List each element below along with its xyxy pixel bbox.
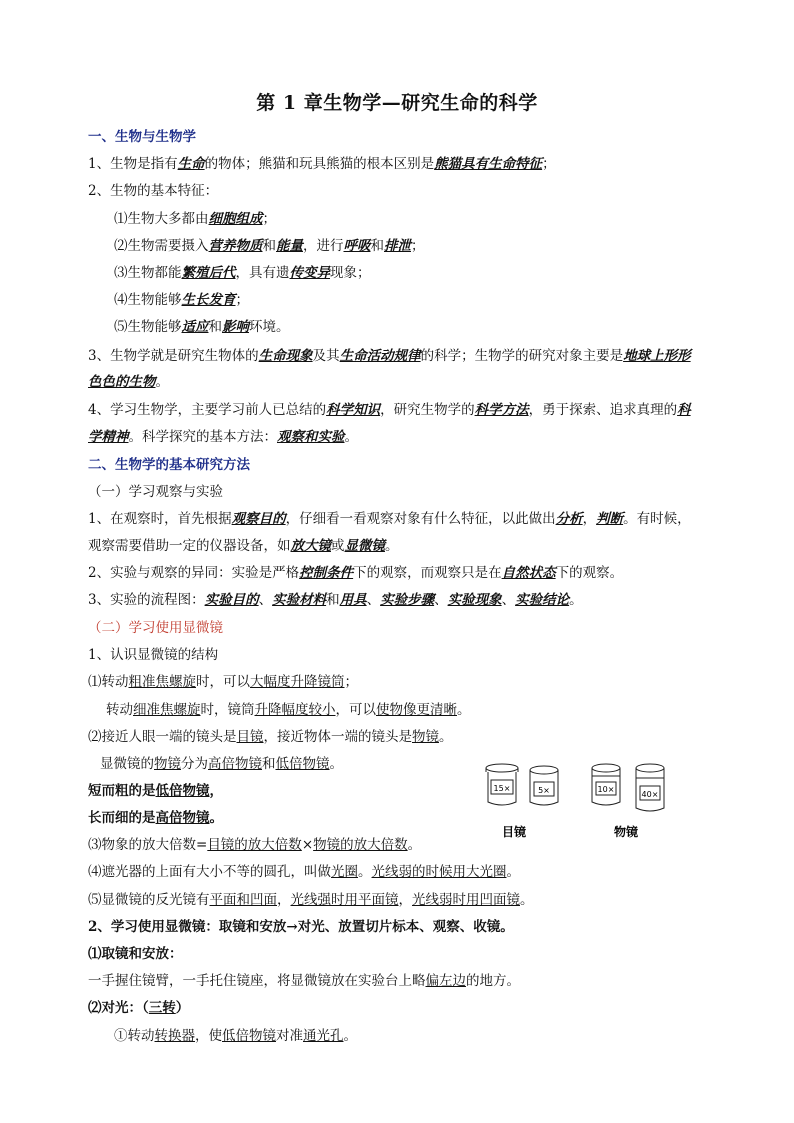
s2-line1-cont: 观察需要借助一定的仪器设备，如放大镜或显微镜。 bbox=[88, 538, 399, 554]
m-line12: ⑴取镜和安放： bbox=[88, 946, 183, 962]
feature-2: ⑵生物需要摄入营养物质和能量，进行呼吸和排泄； bbox=[114, 238, 425, 254]
m-line9: ⑷遮光器的上面有大小不等的圆孔，叫做光圈。光线弱的时候用大光圈。 bbox=[88, 864, 520, 880]
section2-heading: 二、生物学的基本研究方法 bbox=[88, 457, 250, 473]
feature-5: ⑸生物能够适应和影响环境。 bbox=[114, 319, 290, 335]
microscope-structure: 1、认识显微镜的结构 bbox=[88, 647, 219, 663]
lens-figure bbox=[482, 762, 682, 842]
subsection-observation: （一）学习观察与实验 bbox=[88, 484, 223, 500]
feature-1: ⑴生物大多都由细胞组成； bbox=[114, 211, 276, 227]
m-line14: ⑵对光：（三转） bbox=[88, 1000, 190, 1016]
m-line8: ⑶物象的放大倍数=目镜的放大倍数×物镜的放大倍数。 bbox=[88, 837, 422, 853]
m-line3: 转动细准焦螺旋时，镜筒升降幅度较小，可以使物像更清晰。 bbox=[106, 702, 471, 718]
m-line11: 2、学习使用显微镜：取镜和安放→对光、放置切片标本、观察、收镜。 bbox=[88, 919, 514, 935]
eyepiece-caption: 目镜 bbox=[501, 825, 527, 839]
objective-40x-label: 40× bbox=[641, 790, 659, 799]
s1-line2: 2、生物的基本特征： bbox=[88, 183, 219, 199]
m-line6: 短而粗的是低倍物镜， bbox=[88, 783, 223, 799]
feature-3: ⑶生物都能繁殖后代，具有遗传变异现象； bbox=[114, 265, 371, 281]
objective-40x bbox=[636, 764, 664, 811]
s1-line3: 3、生物学就是研究生物体的生命现象及其生命活动规律的科学；生物学的研究对象主要是地球上形形 bbox=[88, 348, 691, 364]
m-line7: 长而细的是高倍物镜。 bbox=[88, 810, 223, 826]
m-line13: 一手握住镜臂，一手托住镜座，将显微镜放在实验台上略偏左边的地方。 bbox=[88, 973, 520, 989]
objective-10x-label: 10× bbox=[597, 785, 615, 794]
eyepiece-15x-label: 15× bbox=[493, 784, 511, 793]
m-line10: ⑸显微镜的反光镜有平面和凹面，光线强时用平面镜，光线弱时用凹面镜。 bbox=[88, 892, 534, 908]
m-line15: ①转动转换器，使低倍物镜对准通光孔。 bbox=[114, 1028, 357, 1044]
s1-line1: 1、生物是指有生命的物体；熊猫和玩具熊猫的根本区别是熊猫具有生命特征； bbox=[88, 156, 556, 172]
s2-line1: 1、在观察时，首先根据观察目的，仔细看一看观察对象有什么特征，以此做出分析，判断。有时候， bbox=[88, 511, 691, 527]
s1-line3-cont: 色色的生物。 bbox=[88, 374, 169, 390]
page-title: 第 1 章生物学—研究生命的科学 bbox=[256, 92, 538, 114]
feature-4: ⑷生物能够生长发育； bbox=[114, 292, 249, 308]
eyepiece-5x-label: 5× bbox=[538, 786, 550, 795]
objective-caption: 物镜 bbox=[613, 825, 639, 839]
subsection-microscope: （二）学习使用显微镜 bbox=[88, 620, 223, 636]
s1-line4: 4、学习生物学，主要学习前人已总结的科学知识，研究生物学的科学方法，勇于探索、追求真理的科 bbox=[88, 402, 691, 418]
s1-line4-cont: 学精神。科学探究的基本方法：观察和实验。 bbox=[88, 429, 358, 445]
s2-line3: 3、实验的流程图：实验目的、实验材料和用具、实验步骤、实验现象、实验结论。 bbox=[88, 592, 583, 608]
section1-heading: 一、生物与生物学 bbox=[88, 129, 196, 145]
s2-line2: 2、实验与观察的异同：实验是严格控制条件下的观察，而观察只是在自然状态下的观察。 bbox=[88, 565, 624, 581]
m-line5: 显微镜的物镜分为高倍物镜和低倍物镜。 bbox=[100, 756, 343, 772]
m-line4: ⑵接近人眼一端的镜头是目镜，接近物体一端的镜头是物镜。 bbox=[88, 729, 453, 745]
m-line2: ⑴转动粗准焦螺旋时，可以大幅度升降镜筒； bbox=[88, 674, 358, 690]
